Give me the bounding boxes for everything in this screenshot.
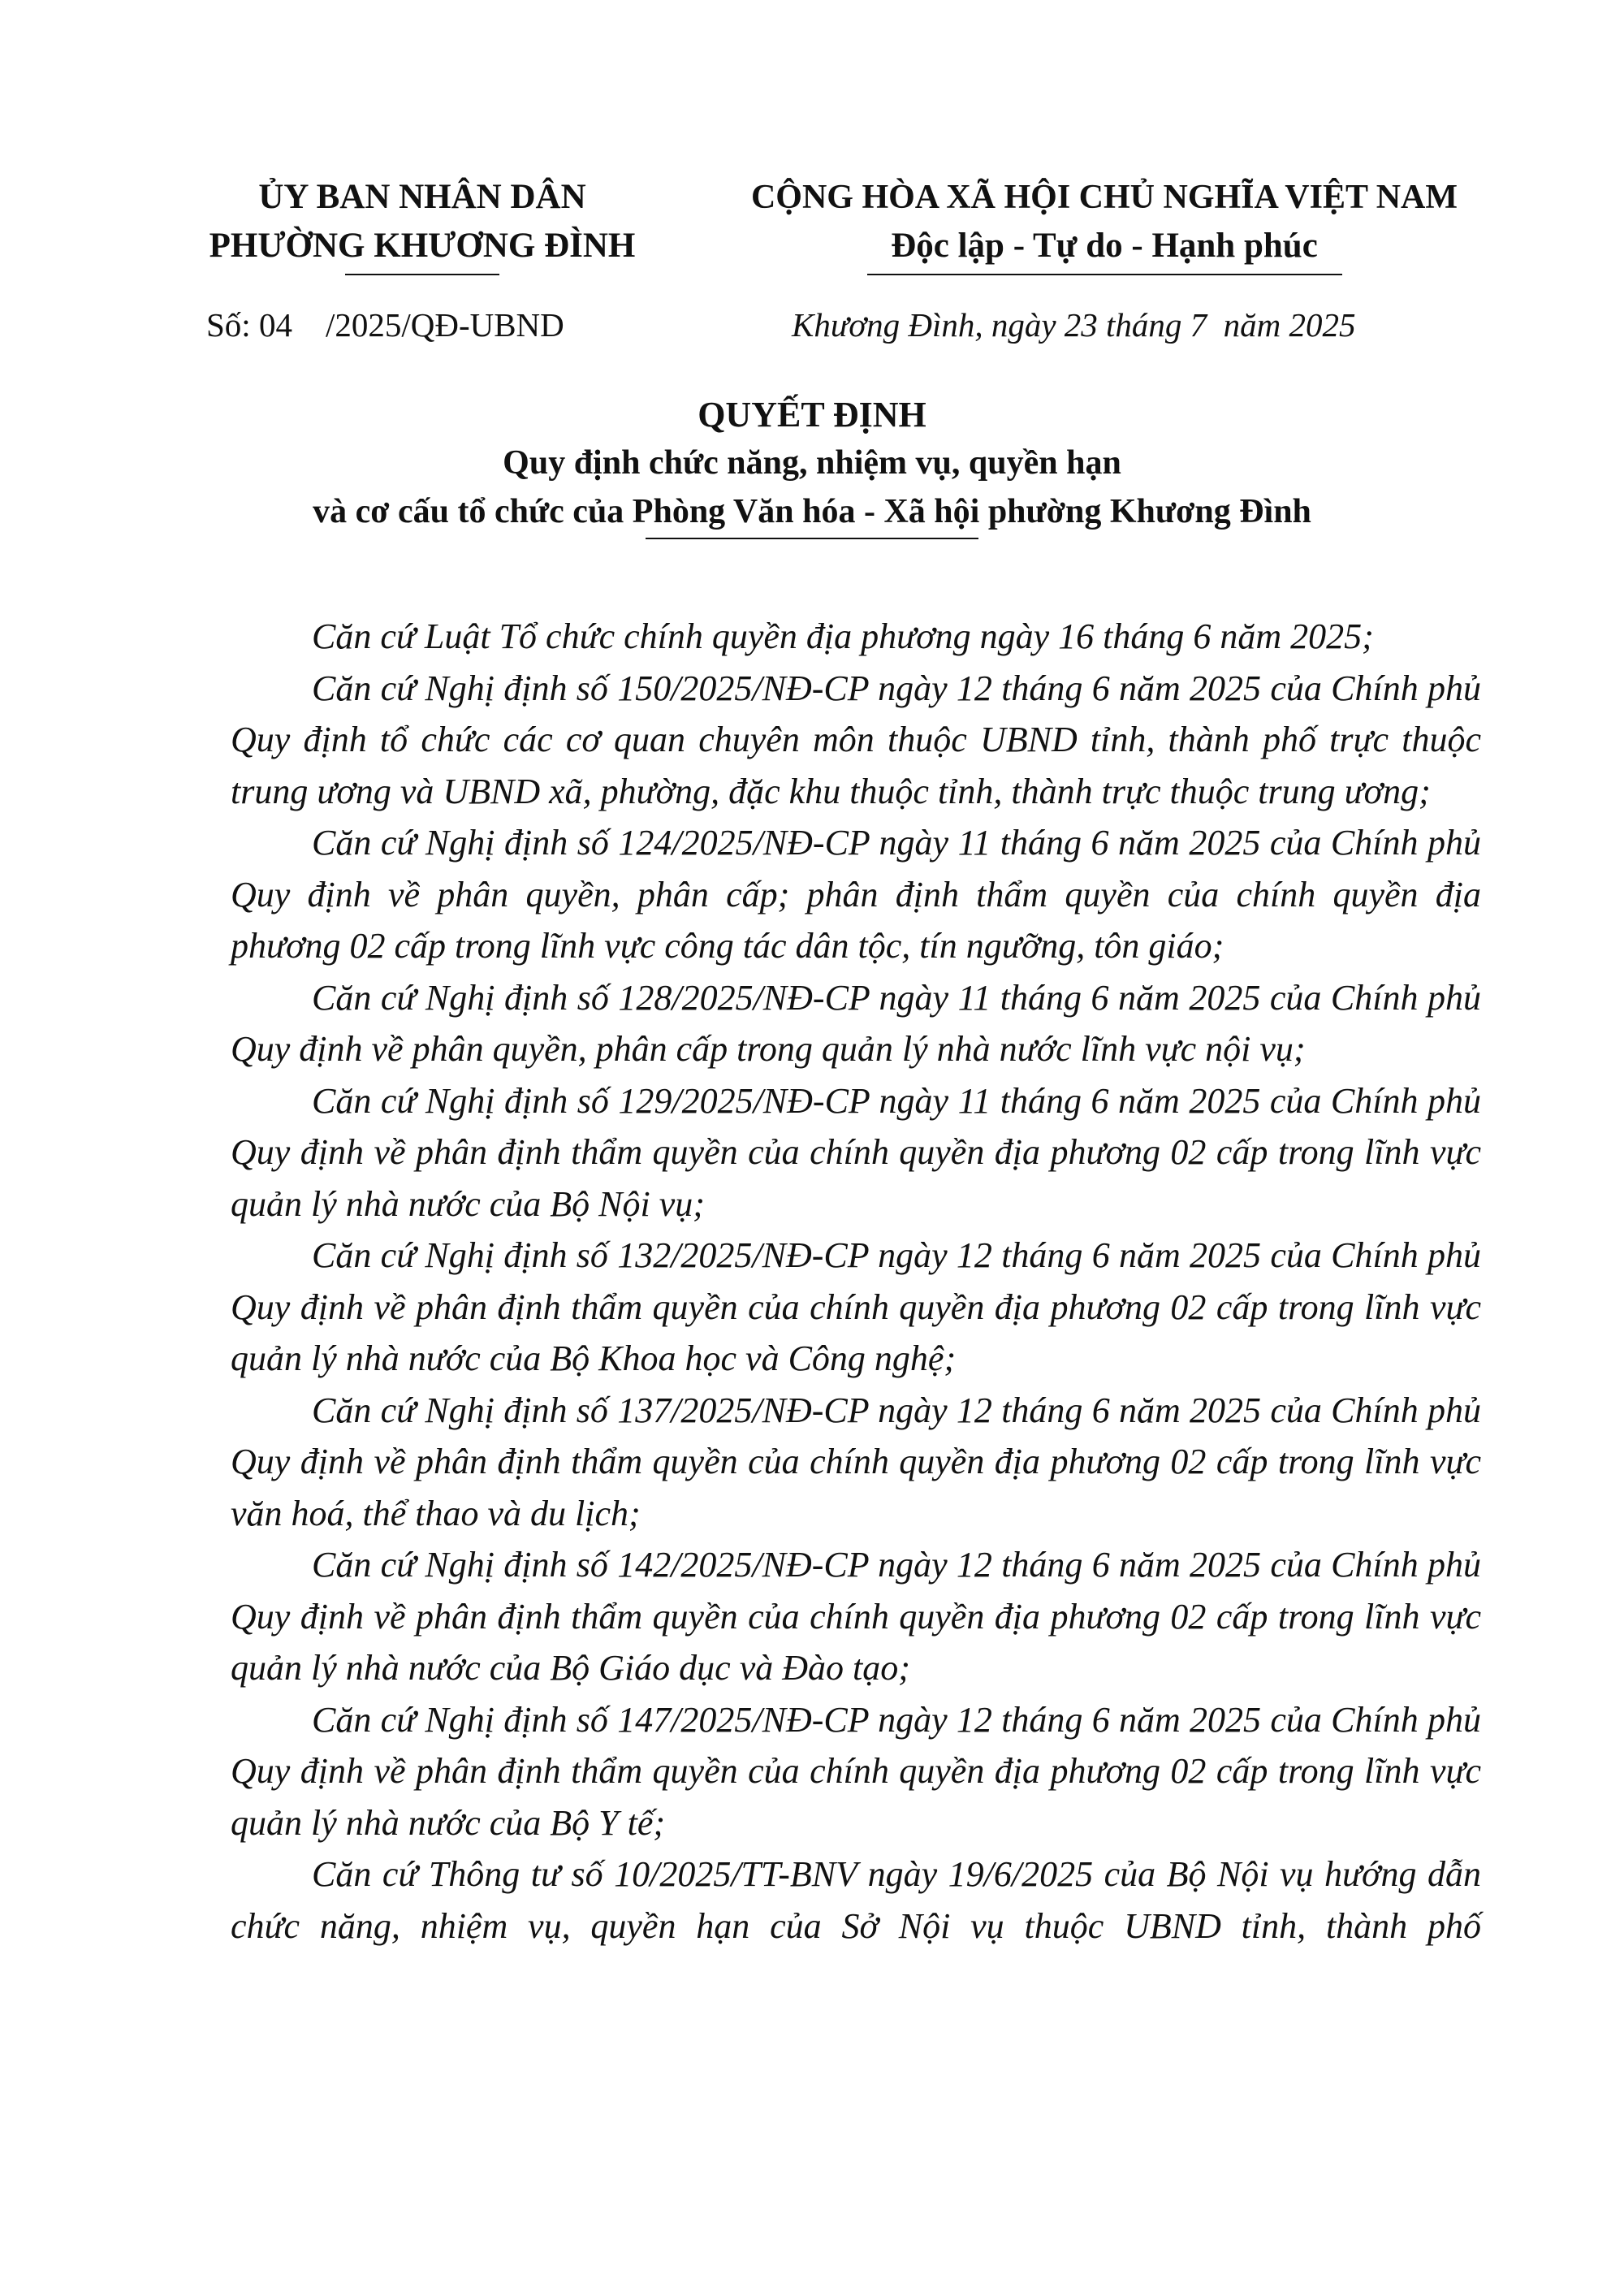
title-underline	[646, 538, 978, 539]
document-title-block	[0, 391, 1624, 539]
document-title: QUYẾT ĐỊNH	[698, 395, 926, 435]
legal-basis-paragraph: Căn cứ Nghị định số 128/2025/NĐ-CP ngày 11 tháng 6 năm 2025 của Chính phủ Quy định về phân quyền, phân cấp trong quản lý nhà nước lĩnh vực nội vụ;	[231, 977, 1481, 1069]
national-name: CỘNG HÒA XÃ HỘI CHỦ NGHĨA VIỆT NAM	[750, 179, 1458, 216]
legal-basis-paragraph: Căn cứ Nghị định số 147/2025/NĐ-CP ngày 12 tháng 6 năm 2025 của Chính phủ Quy định về phân định thẩm quyền của chính quyền địa phương 02 cấp trong lĩnh vực quản lý nhà nước của Bộ Y tế;	[231, 1699, 1481, 1843]
authority-line-2: PHƯỜNG KHƯƠNG ĐÌNH	[209, 227, 636, 265]
legal-basis-paragraph: Căn cứ Nghị định số 142/2025/NĐ-CP ngày 12 tháng 6 năm 2025 của Chính phủ Quy định về phân định thẩm quyền của chính quyền địa phương 02 cấp trong lĩnh vực quản lý nhà nước của Bộ Giáo dục và Đào tạo;	[231, 1545, 1481, 1688]
motto-underline	[867, 274, 1342, 275]
authority-underline	[345, 274, 499, 275]
title-subject-line-1: Quy định chức năng, nhiệm vụ, quyền hạn	[503, 444, 1121, 482]
legal-basis-paragraph: Căn cứ Thông tư số 10/2025/TT-BNV ngày 19/6/2025 của Bộ Nội vụ hướng dẫn chức năng, nhiệm vụ, quyền hạn của Sở Nội vụ thuộc UBND tỉnh, thành phố	[231, 1854, 1481, 1946]
legal-basis-paragraph: Căn cứ Nghị định số 129/2025/NĐ-CP ngày 11 tháng 6 năm 2025 của Chính phủ Quy định về phân định thẩm quyền của chính quyền địa phương 02 cấp trong lĩnh vực quản lý nhà nước của Bộ Nội vụ;	[231, 1080, 1481, 1224]
legal-basis-paragraph: Căn cứ Nghị định số 150/2025/NĐ-CP ngày 12 tháng 6 năm 2025 của Chính phủ Quy định tổ chức các cơ quan chuyên môn thuộc UBND tỉnh, thành phố trực thuộc trung ương và UBND xã, phường, đặc khu thuộc tỉnh, thành trực thuộc trung ương;	[231, 668, 1481, 811]
legal-basis-paragraph: Căn cứ Nghị định số 124/2025/NĐ-CP ngày 11 tháng 6 năm 2025 của Chính phủ Quy định về phân quyền, phân cấp; phân định thẩm quyền của chính quyền địa phương 02 cấp trong lĩnh vực công tác dân tộc, tín ngưỡng, tôn giáo;	[231, 823, 1481, 966]
legal-basis-paragraph: Căn cứ Nghị định số 137/2025/NĐ-CP ngày 12 tháng 6 năm 2025 của Chính phủ Quy định về phân định thẩm quyền của chính quyền địa phương 02 cấp trong lĩnh vực văn hoá, thể thao và du lịch;	[231, 1390, 1481, 1533]
legal-basis-paragraph: Căn cứ Luật Tổ chức chính quyền địa phương ngày 16 tháng 6 năm 2025;	[312, 616, 1374, 656]
place-and-date: Khương Đình, ngày 23 tháng 7 năm 2025	[792, 306, 1356, 344]
national-heading	[715, 173, 1494, 275]
legal-basis-paragraph: Căn cứ Nghị định số 132/2025/NĐ-CP ngày 12 tháng 6 năm 2025 của Chính phủ Quy định về phân định thẩm quyền của chính quyền địa phương 02 cấp trong lĩnh vực quản lý nhà nước của Bộ Khoa học và Công nghệ;	[231, 1235, 1481, 1378]
title-subject-line-2: và cơ cấu tổ chức của Phòng Văn hóa - Xã hội phường Khương Đình	[313, 493, 1311, 530]
issuing-authority	[195, 173, 650, 275]
legal-basis-body	[231, 611, 1481, 1952]
document-number: Số: 04 /2025/QĐ-UBND	[206, 306, 564, 344]
authority-line-1: ỦY BAN NHÂN DÂN	[258, 178, 586, 216]
national-motto: Độc lập - Tự do - Hạnh phúc	[891, 227, 1318, 265]
